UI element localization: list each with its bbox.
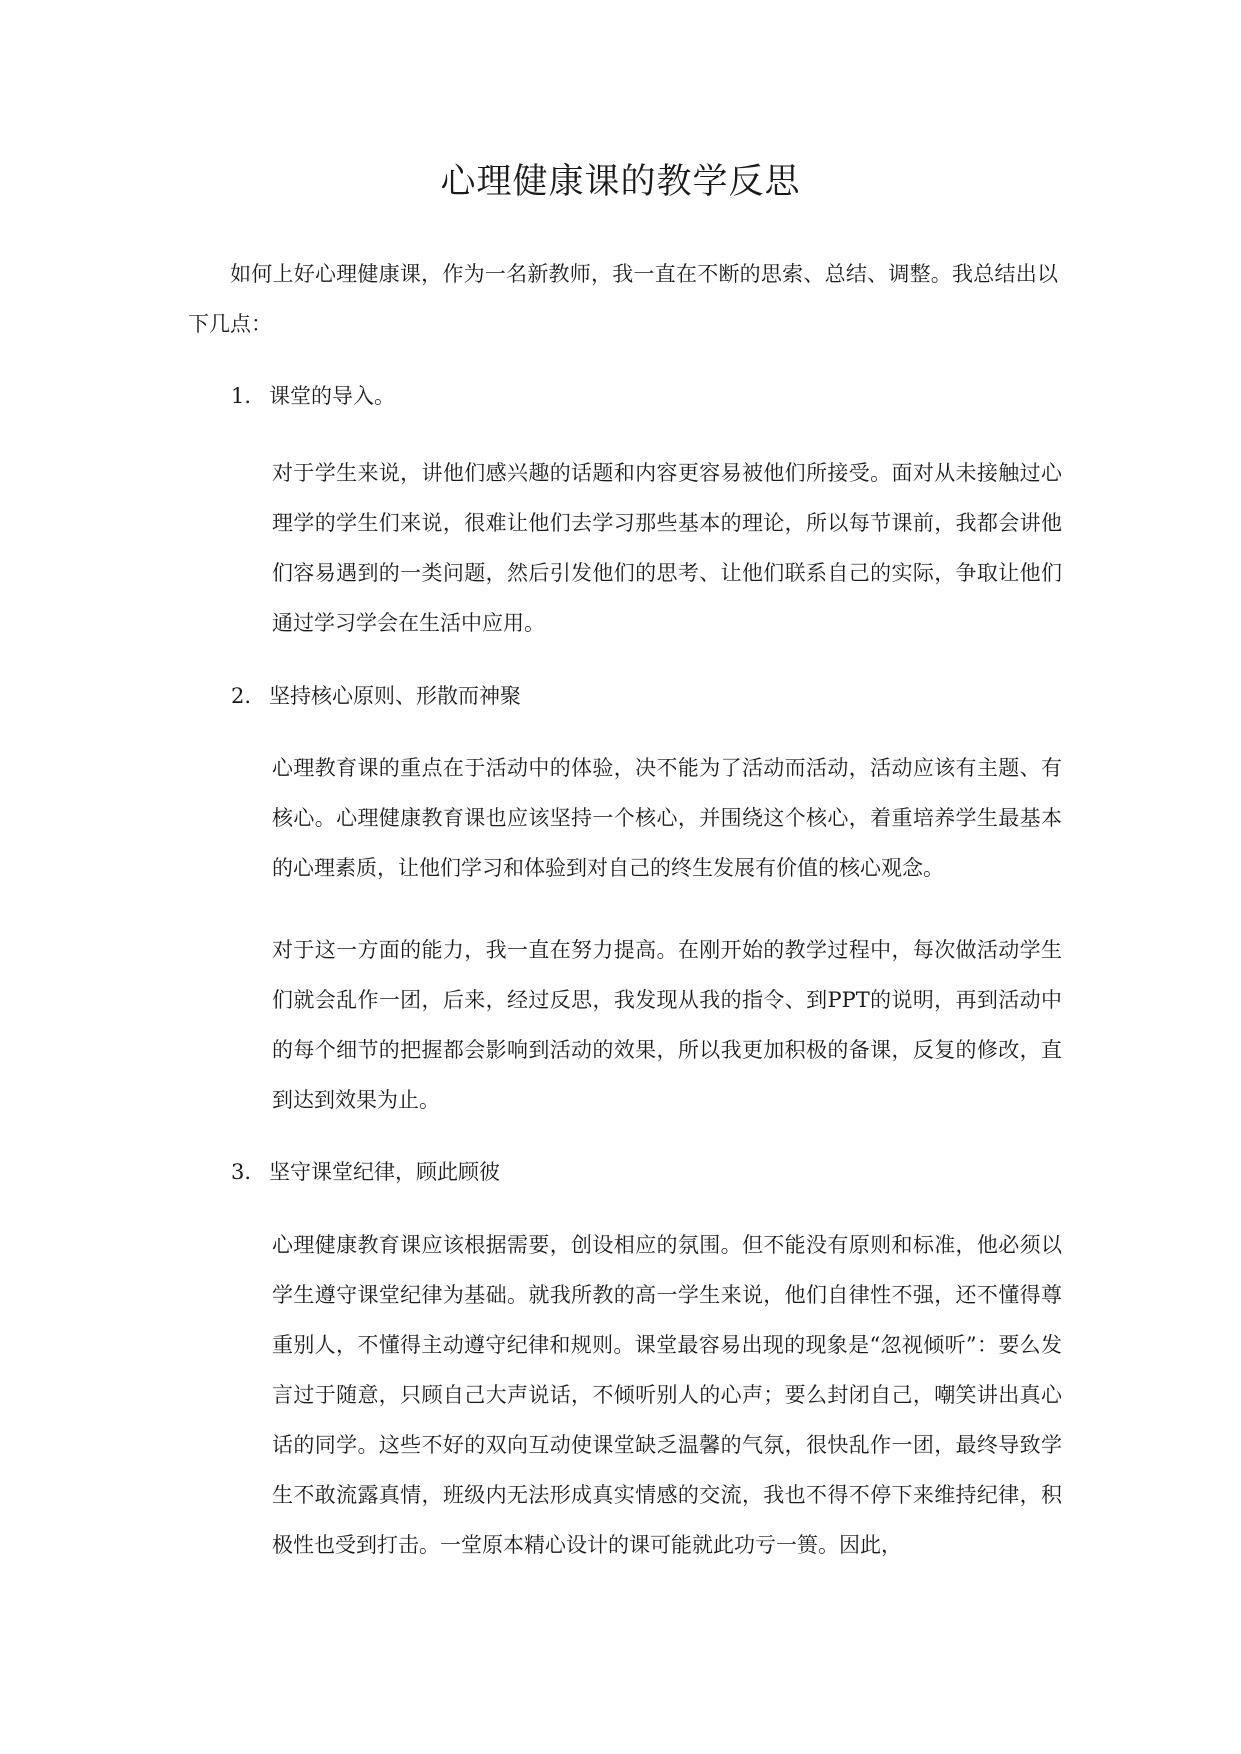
- section-heading-1: [231, 381, 395, 411]
- section-2-paragraph-2: 对于这一方面的能力，我一直在努力提高。在刚开始的教学过程中，每次做活动学生们就会乱作一团，后来，经过反思，我发现从我的指令、到PPT的说明，再到活动中的每个细节的把握都会影响到活动的效果，所以我更加积极的备课，反复的修改，直到达到效果为止。: [272, 938, 1062, 1112]
- section-3-paragraph-1: 心理健康教育课应该根据需要，创设相应的氛围。但不能没有原则和标准，他必须以学生遵守课堂纪律为基础。就我所教的高一学生来说，他们自律性不强，还不懂得尊重别人，不懂得主动遵守纪律和规则。课堂最容易出现的现象是“忽视倾听”：要么发言过于随意，只顾自己大声说话，不倾听别人的心声；要么封闭自己，嘲笑讲出真心话的同学。这些不好的双向互动使课堂缺乏温馨的气氛，很快乱作一团，最终导致学生不敢流露真情，班级内无法形成真实情感的交流，我也不得不停下来维持纪律，积极性也受到打击。一堂原本精心设计的课可能就此功亏一篑。因此，: [272, 1233, 1062, 1557]
- section-number: 3.: [231, 1160, 252, 1184]
- section-heading-text: 坚持核心原则、形散而神聚: [269, 684, 521, 708]
- section-heading-2: [231, 681, 521, 711]
- section-number: 1.: [231, 384, 252, 408]
- section-1-paragraph-1: 对于学生来说，讲他们感兴趣的话题和内容更容易被他们所接受。面对从未接触过心理学的学生们来说，很难让他们去学习那些基本的理论，所以每节课前，我都会讲他们容易遇到的一类问题，然后引发他们的思考、让他们联系自己的实际，争取让他们通过学习学会在生活中应用。: [272, 461, 1062, 635]
- section-heading-text: 课堂的导入。: [269, 384, 395, 408]
- section-heading-3: [231, 1157, 500, 1187]
- intro-paragraph: 如何上好心理健康课，作为一名新教师，我一直在不断的思索、总结、调整。我总结出以下几点：: [188, 262, 1058, 336]
- section-2-paragraph-1: 心理教育课的重点在于活动中的体验，决不能为了活动而活动，活动应该有主题、有核心。心理健康教育课也应该坚持一个核心，并围绕这个核心，着重培养学生最基本的心理素质，让他们学习和体验到对自己的终生发展有价值的核心观念。: [272, 756, 1062, 880]
- document-title: 心理健康课的教学反思: [440, 162, 801, 202]
- section-number: 2.: [231, 684, 252, 708]
- section-heading-text: 坚守课堂纪律，顾此顾彼: [269, 1160, 500, 1184]
